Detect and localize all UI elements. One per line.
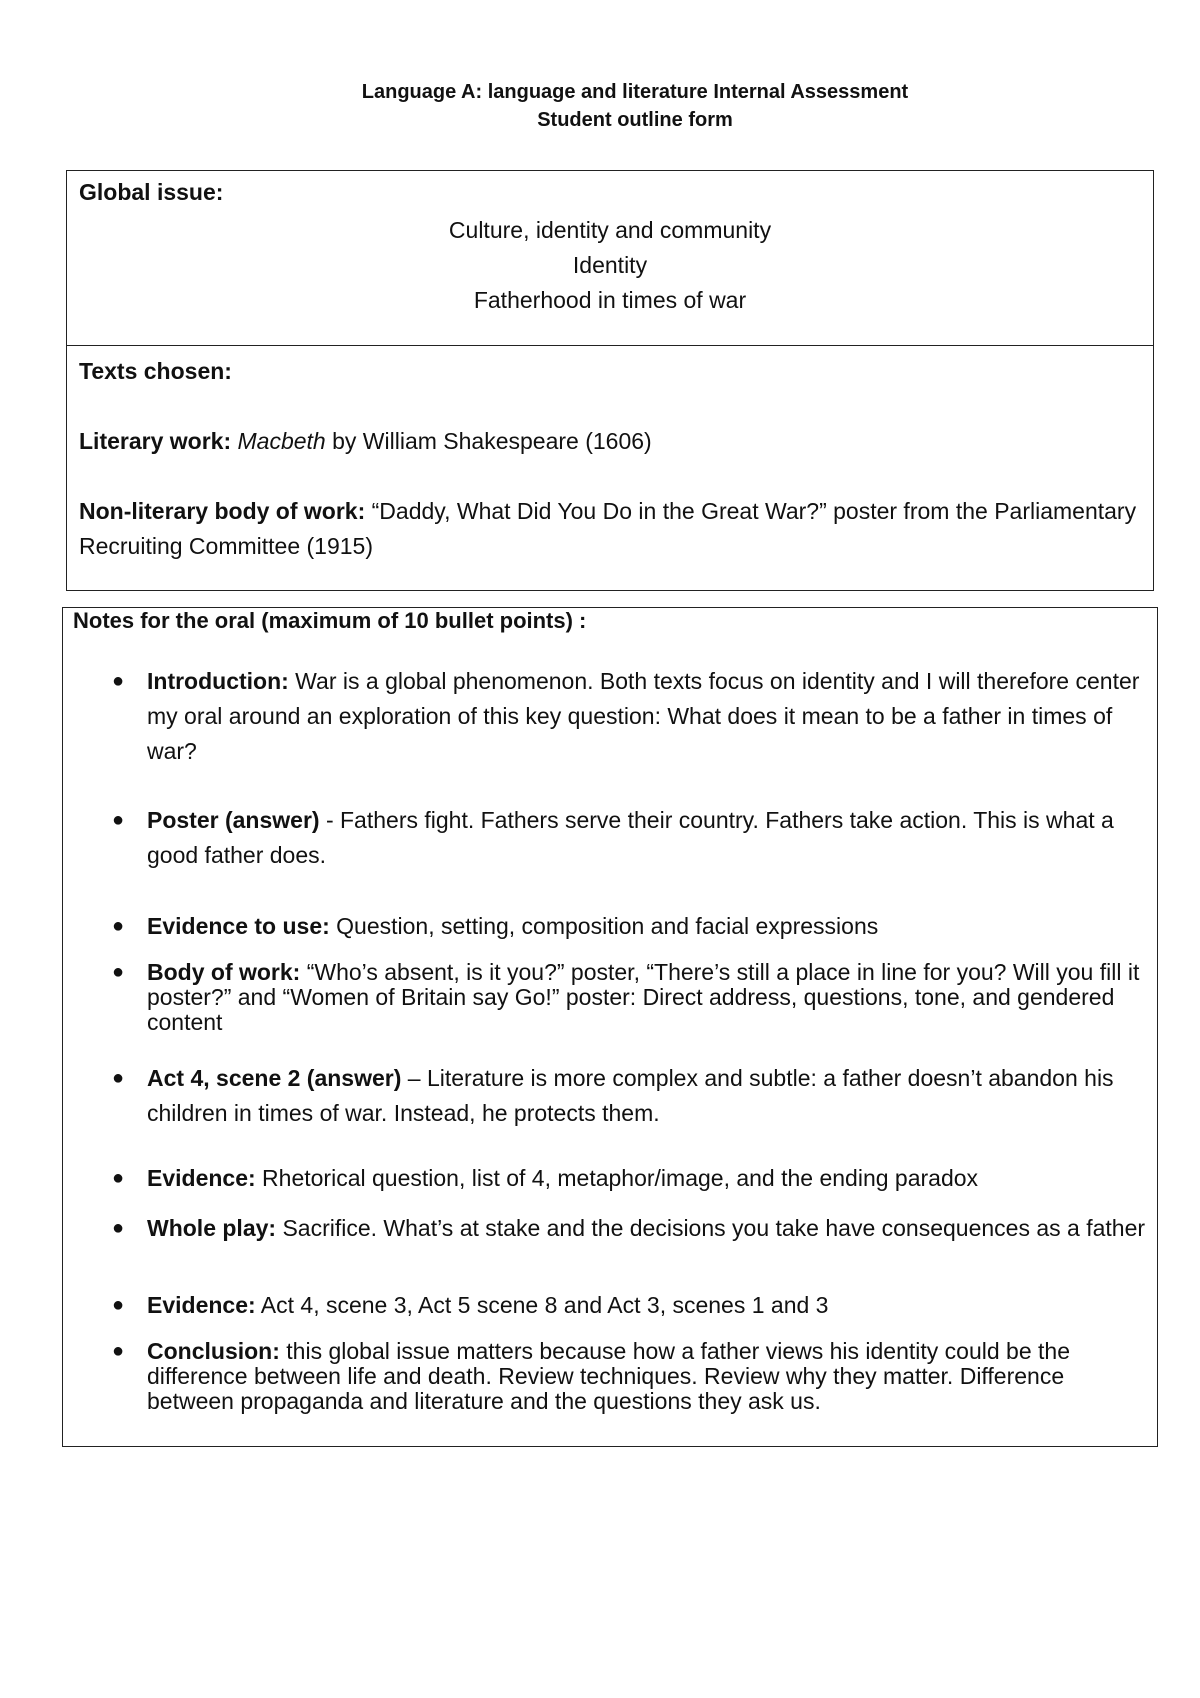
- nonliterary-work-desc: “Daddy, What Did You Do in the Great War?” poster from the Parliamentary Recruiting Committee (1915): [79, 498, 1137, 559]
- bullet-icon: ●: [112, 1340, 125, 1362]
- list-item: [112, 1288, 1149, 1323]
- note-label: Act 4, scene 2 (answer): [147, 1065, 402, 1091]
- page-header: [0, 78, 1200, 134]
- global-issue-line: Culture, identity and community: [448, 217, 772, 243]
- bullet-icon: ●: [112, 915, 125, 937]
- bullet-icon: ●: [112, 961, 125, 983]
- global-issue-line: Fatherhood in times of war: [473, 287, 747, 313]
- note-label: Evidence:: [147, 1165, 256, 1191]
- note-text: – Literature is more complex and subtle: a father doesn’t abandon his children in times of war. Instead, he protects them.: [147, 1065, 1114, 1126]
- list-item: [112, 959, 1149, 1035]
- note-text: Sacrifice. What’s at stake and the decisions you take have consequences as a father: [276, 1215, 1146, 1241]
- global-issue-box: [66, 170, 1154, 346]
- note-label: Whole play:: [147, 1215, 277, 1241]
- note-text: Act 4, scene 3, Act 5 scene 8 and Act 3, scenes 1 and 3: [255, 1292, 829, 1318]
- note-text: Rhetorical question, list of 4, metaphor/image, and the ending paradox: [255, 1165, 979, 1191]
- note-text: Question, setting, composition and facial expressions: [329, 913, 879, 939]
- note-label: Body of work:: [147, 959, 301, 985]
- list-item: [112, 1215, 1149, 1241]
- global-issue-line: Identity: [572, 252, 648, 278]
- bullet-icon: ●: [112, 1067, 125, 1089]
- note-label: Introduction:: [147, 668, 289, 694]
- literary-work-line: [79, 424, 1141, 459]
- literary-work-author: by William Shakespeare (1606): [325, 428, 652, 454]
- bullet-icon: ●: [112, 1217, 125, 1239]
- bullet-icon: ●: [112, 670, 125, 692]
- texts-chosen-content: [79, 354, 1141, 564]
- bullet-icon: ●: [112, 1294, 125, 1316]
- list-item: [112, 1061, 1149, 1131]
- form-subtitle: Student outline form: [537, 109, 733, 131]
- nonliterary-work-label: Non-literary body of work:: [79, 498, 366, 524]
- literary-work-label: Literary work:: [79, 428, 232, 454]
- global-issue-label: Global issue:: [79, 179, 224, 205]
- note-text: this global issue matters because how a father views his identity could be the difference between life and death. Review techniques. Review why they matter. Difference between propaganda and literature and the questions they ask us.: [147, 1338, 1070, 1414]
- list-item: [112, 909, 1149, 944]
- list-item: [112, 1338, 1149, 1414]
- note-text: - Fathers fight. Fathers serve their country. Fathers take action. This is what a good father does.: [147, 807, 1114, 868]
- notes-box: [62, 607, 1158, 1447]
- global-issue-lines: [67, 213, 1153, 318]
- note-text: War is a global phenomenon. Both texts focus on identity and I will therefore center my oral around an exploration of this key question: What does it mean to be a father in times of war?: [147, 668, 1140, 764]
- list-item: [112, 803, 1149, 873]
- note-label: Poster (answer): [147, 807, 320, 833]
- list-item: [112, 1161, 1149, 1196]
- bullet-icon: ●: [112, 1167, 125, 1189]
- literary-work-title: Macbeth: [237, 428, 326, 454]
- texts-chosen-box: [66, 345, 1154, 591]
- note-label: Evidence:: [147, 1292, 256, 1318]
- texts-chosen-label: Texts chosen:: [79, 358, 232, 384]
- list-item: [112, 664, 1149, 769]
- note-label: Conclusion:: [147, 1338, 280, 1364]
- note-text: “Who’s absent, is it you?” poster, “There’s still a place in line for you? Will you fill it poster?” and “Women of Britain say Go!” poster: Direct address, questions, tone, and gendered content: [147, 959, 1140, 1035]
- form-title: Language A: language and literature Internal Assessment: [361, 81, 909, 103]
- bullet-icon: ●: [112, 809, 125, 831]
- note-label: Evidence to use:: [147, 913, 330, 939]
- notes-title: Notes for the oral (maximum of 10 bullet points) :: [73, 608, 587, 633]
- nonliterary-work-line: [79, 494, 1141, 564]
